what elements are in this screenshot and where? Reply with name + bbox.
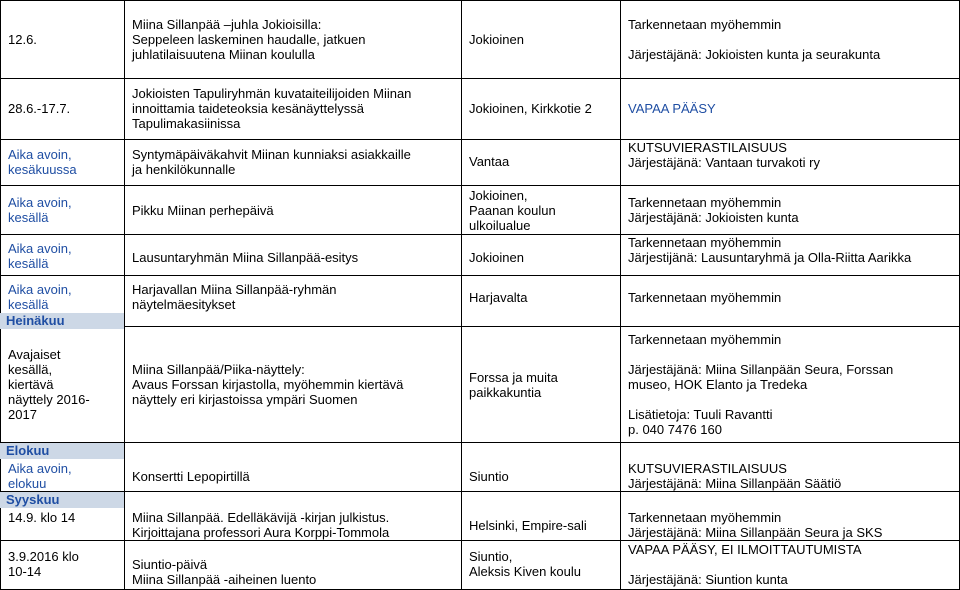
section-header-syyskuu: Syyskuu — [0, 492, 124, 508]
row-place: Jokioinen — [469, 32, 524, 47]
row-date: Aika avoin, kesäkuussa — [8, 147, 77, 177]
row-event: Harjavallan Miina Sillanpää-ryhmän näytelmäesitykset — [132, 282, 337, 312]
row-info: Tarkennetaan myöhemmin Järjestäjänä: Jokioisten kunta ja seurakunta — [628, 17, 881, 62]
row-place: Jokioinen, Paanan koulun ulkoilualue — [469, 188, 556, 233]
row-date: Aika avoin, kesällä — [8, 241, 72, 271]
row-date: 12.6. — [8, 32, 37, 47]
row-info: Tarkennetaan myöhemmin — [628, 290, 782, 305]
row-divider — [0, 442, 960, 443]
row-event: Siuntio-päivä Miina Sillanpää -aiheinen luento — [132, 557, 317, 587]
col-divider — [620, 0, 621, 590]
row-info: KUTSUVIERASTILAISUUS Järjestäjänä: Vantaan turvakoti ry — [628, 140, 820, 170]
row-event: Miina Sillanpää –juhla Jokioisilla: Seppeleen laskeminen haudalle, jatkuen juhlatilaisuutena Miinan koululla — [132, 17, 366, 62]
row-place: Jokioinen — [469, 250, 524, 265]
row-date: Avajaiset kesällä, kiertävä näyttely 2016- 2017 — [8, 347, 90, 422]
col-divider — [124, 0, 125, 590]
row-date: Aika avoin, kesällä — [8, 195, 72, 225]
row-place: Forssa ja muita paikkakuntia — [469, 370, 558, 400]
row-divider — [0, 0, 960, 1]
row-date: 3.9.2016 klo 10-14 — [8, 549, 79, 579]
row-event: Lausuntaryhmän Miina Sillanpää-esitys — [132, 250, 359, 265]
row-divider — [0, 275, 960, 276]
row-date: 14.9. klo 14 — [8, 510, 76, 525]
col-divider — [461, 0, 462, 590]
row-info: Tarkennetaan myöhemmin Järjestäjänä: Jokioisten kunta — [628, 195, 799, 225]
row-date: 28.6.-17.7. — [8, 101, 71, 116]
row-place: Siuntio — [469, 469, 509, 484]
row-info: KUTSUVIERASTILAISUUS Järjestäjänä: Miina Sillanpään Säätiö — [628, 461, 842, 491]
row-info: Tarkennetaan myöhemmin Järjestäjänä: Miina Sillanpään Seura ja SKS — [628, 510, 883, 540]
row-info: Tarkennetaan myöhemmin Järjestäjänä: Miina Sillanpään Seura, Forssan museo, HOK Elanto ja Tredeka Lisätietoja: Tuuli Ravantti p. 040 7476 160 — [628, 332, 894, 437]
row-divider — [0, 185, 960, 186]
row-date: Aika avoin, elokuu — [8, 461, 72, 491]
row-place: Helsinki, Empire-sali — [469, 518, 587, 533]
row-place: Jokioinen, Kirkkotie 2 — [469, 101, 592, 116]
row-event: Miina Sillanpää/Piika-näyttely: Avaus Forssan kirjastolla, myöhemmin kiertävä näyttely eri kirjastoissa ympäri Suomen — [132, 362, 404, 407]
row-divider — [0, 326, 960, 327]
section-header-elokuu: Elokuu — [0, 443, 124, 459]
section-header-heinakuu: Heinäkuu — [0, 313, 124, 329]
row-event: Konsertti Lepopirtillä — [132, 469, 250, 484]
row-info: VAPAA PÄÄSY — [628, 101, 716, 116]
row-event: Miina Sillanpää. Edelläkävijä -kirjan julkistus. Kirjoittajana professori Aura Korppi-Tommola — [132, 510, 390, 540]
row-info: Tarkennetaan myöhemmin Järjestijänä: Lausuntaryhmä ja Olla-Riitta Aarikka — [628, 235, 912, 265]
row-event: Syntymäpäiväkahvit Miinan kunniaksi asiakkaille ja henkilökunnalle — [132, 147, 411, 177]
row-info: VAPAA PÄÄSY, EI ILMOITTAUTUMISTA Järjestäjänä: Siuntion kunta — [628, 542, 862, 587]
row-event: Pikku Miinan perhepäivä — [132, 203, 274, 218]
row-date: Aika avoin, kesällä — [8, 282, 72, 312]
row-event: Jokioisten Tapuliryhmän kuvataiteilijoiden Miinan innoittamia taideteoksia kesänäyttelyssä Tapulimakasiinissa — [132, 86, 412, 131]
row-place: Siuntio, Aleksis Kiven koulu — [469, 549, 581, 579]
row-divider — [0, 540, 960, 541]
row-place: Harjavalta — [469, 290, 528, 305]
row-divider — [0, 491, 960, 492]
row-place: Vantaa — [469, 154, 510, 169]
row-divider — [0, 78, 960, 79]
